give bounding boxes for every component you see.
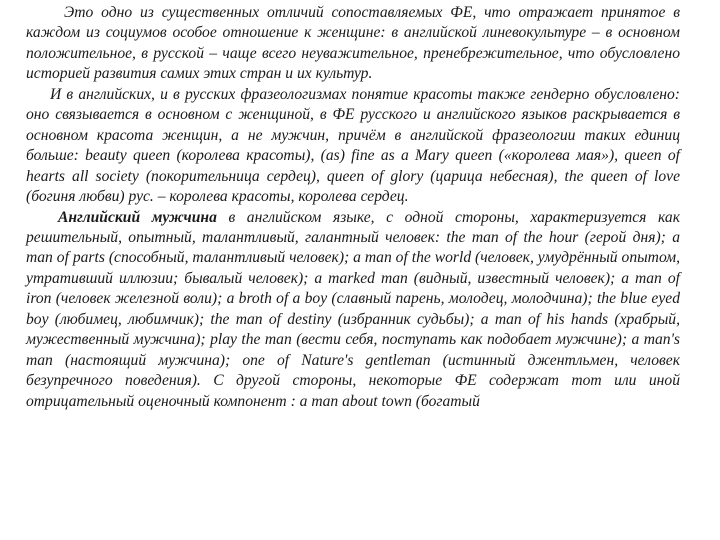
- paragraph-text: Это одно из существенных отличий сопоставляемых ФЕ, что отражает принятое в каждом из социумов особое отношение к женщине: в английской линевокультуре – в основном положительное, в русской – чаще всего неуважительное, пренебрежительное, что обусловлено историей развития самих этих стран и их культур.: [26, 4, 680, 83]
- paragraph-text: И в английских, и в русских фразеологизмах понятие красоты также гендерно обусловлено: оно связывается в основном с женщиной, в ФЕ русского и английского языков раскрывается в основном красота женщин, а не мужчин, причём в английской фразеологии таких единиц больше: beauty queen (королева красоты), (as) fine as a Mary queen («королева мая»), queen of hearts all society (покорительница сердец), queen of glory (царица небесная), the queen of love (богиня любви) рус. – королева красоты, королева сердец.: [26, 85, 680, 206]
- paragraph-beauty-concept: [26, 85, 680, 208]
- paragraph-bold-lead: Английский мужчина: [58, 208, 217, 226]
- document-page: [26, 3, 680, 412]
- paragraph-english-man: [26, 208, 680, 413]
- paragraph-gender-attitude: [26, 3, 680, 85]
- paragraph-text: в английском языке, с одной стороны, характеризуется как решительный, опытный, талантливый, галантный человек: the man of the hour (герой дня); a man of parts (способный, талантливый человек); a man of the world (человек, умудрённый опытом, утративший иллюзии; бывалый человек); a marked man (видный, известный человек); a man of iron (человек железной воли); a broth of a boy (славный парень, молодец, молодчина); the blue eyed boy (любимец, любимчик); the man of destiny (избранник судьбы); a man of his hands (храбрый, мужественный мужчина); play the man (вести себя, поступать как подобает мужчине); a man's man (настоящий мужчина); one of Nature's gentleman (истинный джентльмен, человек безупречного поведения). С другой стороны, некоторые ФЕ содержат тот или иной отрицательный оценочный компонент : a man about town (богатый: [26, 208, 680, 410]
